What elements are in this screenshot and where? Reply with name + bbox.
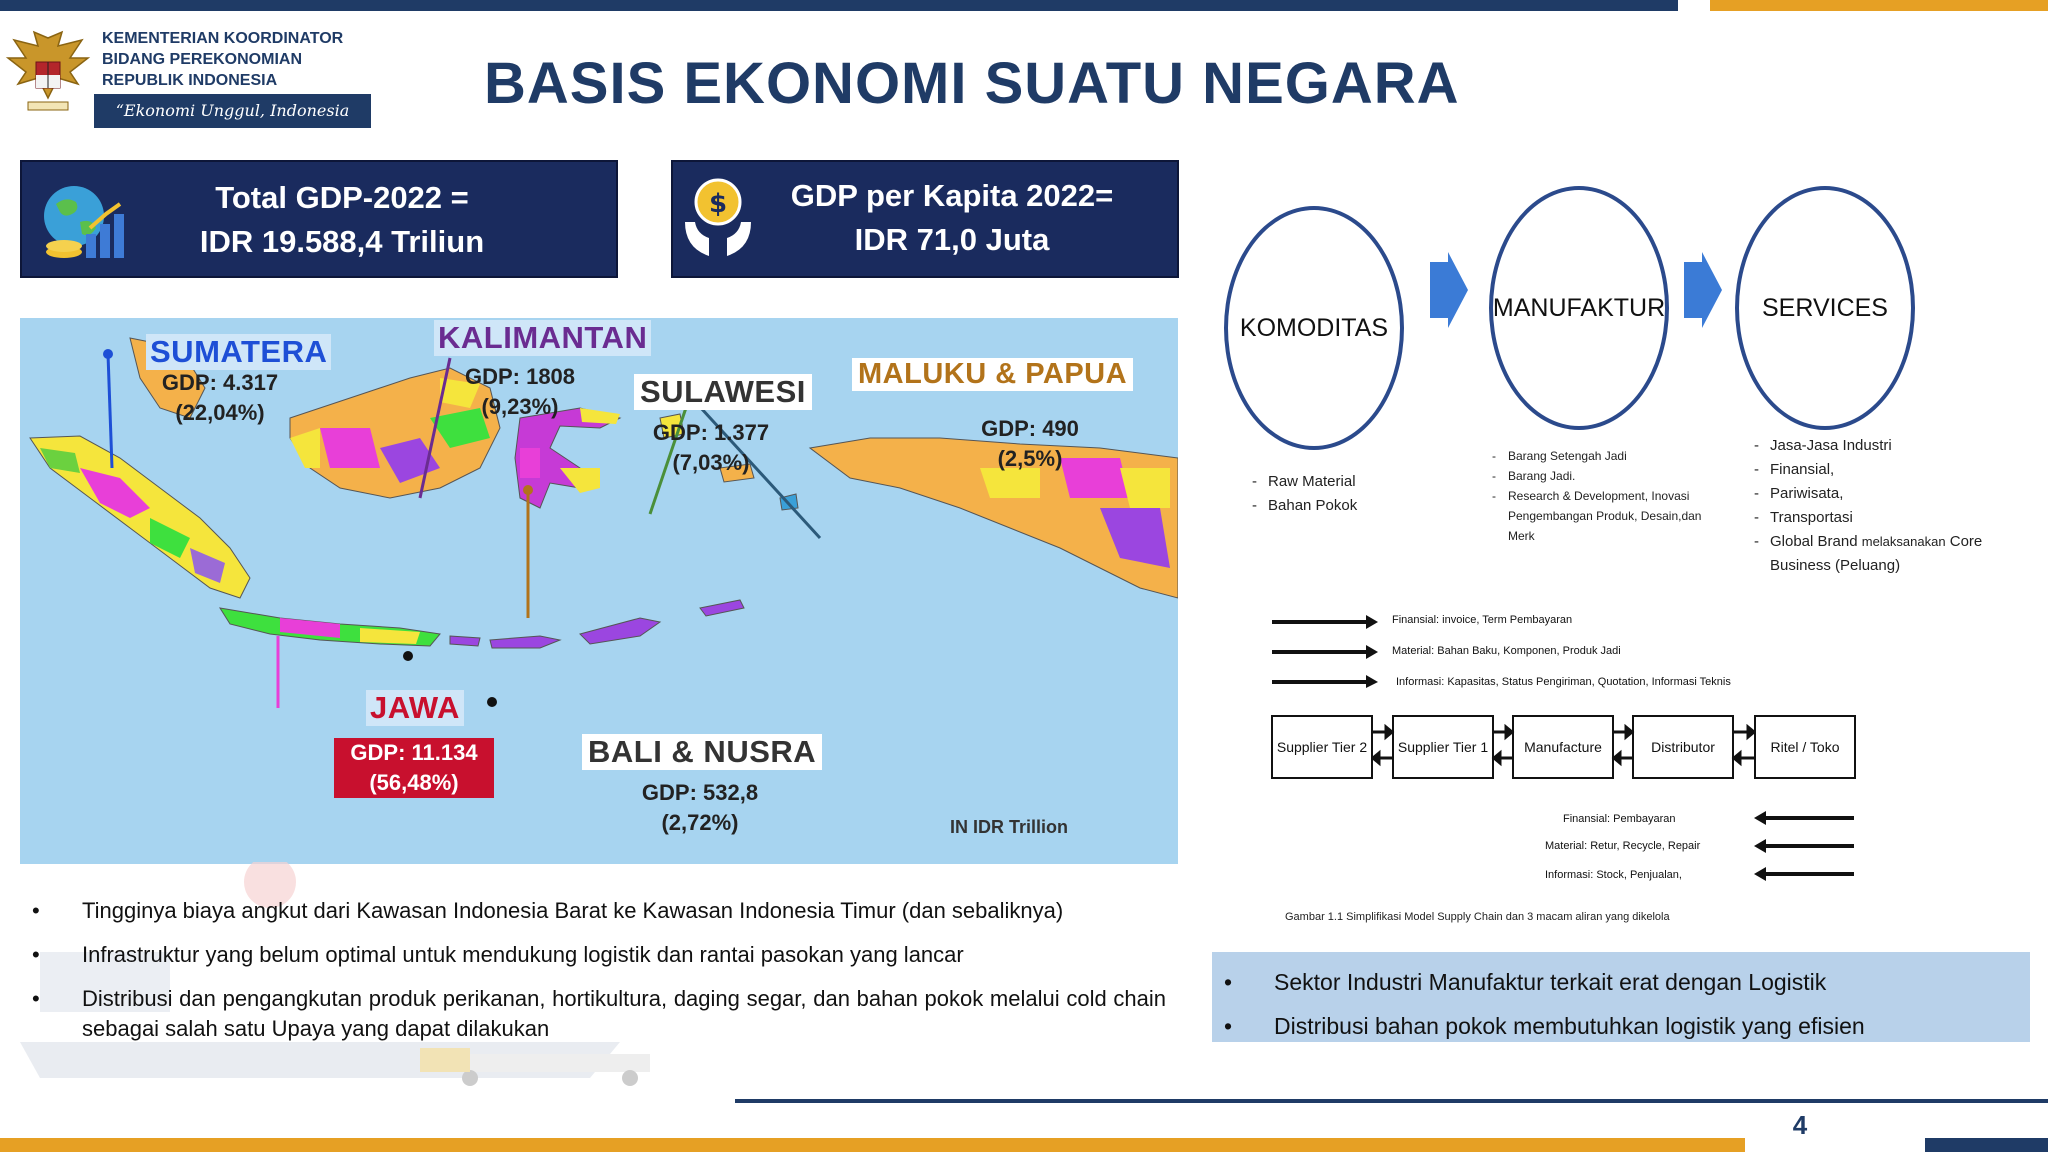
kpi-value: IDR 71,0 Juta [854, 222, 1050, 257]
bullet-item: • Infrastruktur yang belum optimal untuk mendukung logistik dan rantai pasokan yang lancar [32, 940, 1166, 970]
brand-suffix: Core Business (Peluang) [1770, 533, 1983, 574]
list-item: - Jasa-Jasa Industri [1754, 434, 1994, 458]
node-supplier-tier-1: Supplier Tier 1 [1392, 715, 1494, 779]
bullet-item: • Tingginya biaya angkut dari Kawasan Indonesia Barat ke Kawasan Indonesia Timur (dan sebaliknya) [32, 896, 1166, 926]
ministry-line: REPUBLIK INDONESIA [102, 72, 278, 89]
forward-flow-finansial: Finansial: invoice, Term Pembayaran [1392, 614, 1573, 626]
map-unit-label: IN IDR Trillion [949, 817, 1068, 837]
garuda-emblem-icon [4, 28, 92, 120]
svg-text:$: $ [708, 189, 728, 219]
region-gdp-kalimantan [450, 362, 590, 422]
forward-flow-material: Material: Bahan Baku, Komponen, Produk Jadi [1392, 645, 1621, 657]
stage-manufaktur: MANUFAKTUR [1489, 186, 1669, 430]
stage-services: SERVICES [1735, 186, 1915, 430]
globe-chart-icon [36, 178, 132, 264]
region-label-bali-nusra: BALI & NUSRA [582, 734, 822, 770]
node-manufacture: Manufacture [1512, 715, 1614, 779]
list-item: - Transportasi [1754, 506, 1994, 530]
gdp-value: GDP: 490 [981, 416, 1079, 441]
region-label-sulawesi: SULAWESI [634, 374, 812, 410]
logistics-callout [1212, 952, 2030, 1042]
list-item: - Research & Development, Inovasi Pengembangan Produk, Desain,dan Merk [1492, 486, 1722, 546]
backward-flow-finansial: Finansial: Pembayaran [1563, 813, 1676, 825]
list-item: - Barang Setengah Jadi [1492, 446, 1722, 466]
region-gdp-sulawesi [636, 418, 786, 478]
indonesia-gdp-map [20, 318, 1178, 864]
kpi-value: IDR 19.588,4 Triliun [199, 224, 485, 259]
gdp-value: GDP: 1.377 [652, 420, 770, 445]
region-label-maluku-papua: MALUKU & PAPUA [852, 358, 1133, 391]
kpi-label: GDP per Kapita 2022= [790, 178, 1114, 213]
motto-banner: “Ekonomi Unggul, Indonesia Maju” [94, 94, 371, 128]
top-bar-gold [1710, 0, 2048, 11]
bullet-item: • Distribusi dan pengangkutan produk perikanan, hortikultura, daging segar, dan bahan pokok melalui cold chain sebagai salah satu Upaya yang dapat dilakukan [32, 984, 1166, 1044]
gdp-share: (22,04%) [175, 400, 265, 425]
gdp-value: GDP: 532,8 [641, 780, 759, 805]
kpi-per-capita-text [737, 174, 1167, 262]
flow-arrow-icon [1684, 252, 1722, 328]
forward-flow-informasi: Informasi: Kapasitas, Status Pengiriman, Quotation, Informasi Teknis [1396, 676, 1731, 688]
region-label-jawa: JAWA [366, 690, 464, 726]
top-bar-navy [0, 0, 1678, 11]
region-gdp-sumatera [140, 368, 300, 428]
flow-arrow-icon [1430, 252, 1468, 328]
kpi-gdp-per-capita [671, 160, 1179, 278]
leader-line-sumatera [108, 354, 112, 468]
node-connector-arrows [1373, 724, 1755, 770]
bullet-item: • Sektor Industri Manufaktur terkait erat dengan Logistik [1224, 960, 2030, 1004]
ministry-name [102, 28, 343, 91]
list-item: - Barang Jadi. [1492, 466, 1722, 486]
forward-flow-arrows [1270, 612, 1380, 688]
list-item [1754, 530, 1994, 578]
bottom-bar-navy [1925, 1138, 2048, 1152]
list-item: - Raw Material [1252, 470, 1422, 494]
region-label-sumatera: SUMATERA [146, 334, 331, 370]
list-item: - Pariwisata, [1754, 482, 1994, 506]
backward-flow-informasi: Informasi: Stock, Penjualan, [1545, 869, 1682, 881]
komoditas-items [1252, 470, 1422, 518]
region-gdp-maluku-papua [960, 414, 1100, 474]
page-title: BASIS EKONOMI SUATU NEGARA [484, 51, 1460, 116]
brand-prefix: Global Brand [1770, 533, 1862, 550]
bali-nusra-islands [450, 636, 480, 646]
kpi-total-gdp [20, 160, 618, 278]
gdp-share: (56,48%) [369, 770, 459, 795]
node-supplier-tier-2: Supplier Tier 2 [1271, 715, 1373, 779]
gdp-share: (9,23%) [481, 394, 559, 419]
gdp-share: (2,72%) [661, 810, 739, 835]
region-gdp-bali-nusra [610, 778, 790, 838]
ministry-line: BIDANG PEREKONOMIAN [102, 51, 303, 68]
bottom-bar-gold [0, 1138, 1745, 1152]
gdp-share: (7,03%) [672, 450, 750, 475]
gdp-value: GDP: 1808 [464, 364, 576, 389]
services-items [1754, 434, 1994, 578]
region-gdp-jawa [334, 738, 494, 798]
stage-komoditas: KOMODITAS [1224, 206, 1404, 450]
list-item: - Bahan Pokok [1252, 494, 1422, 518]
node-distributor: Distributor [1632, 715, 1734, 779]
page-number: 4 [1792, 1110, 1808, 1140]
region-label-kalimantan: KALIMANTAN [434, 320, 651, 356]
backward-flow-arrows [1752, 810, 1856, 886]
gdp-value: GDP: 4.317 [161, 370, 279, 395]
backward-flow-material: Material: Retur, Recycle, Repair [1545, 840, 1701, 852]
node-ritel-toko: Ritel / Toko [1754, 715, 1856, 779]
bottom-divider-line [735, 1099, 2048, 1103]
ministry-line: KEMENTERIAN KOORDINATOR [102, 30, 344, 47]
diagram-caption: Gambar 1.1 Simplifikasi Model Supply Chain dan 3 macam aliran yang dikelola [1285, 911, 1670, 923]
gdp-share: (2,5%) [997, 446, 1063, 471]
gdp-value: GDP: 11.134 [350, 740, 478, 765]
kpi-label: Total GDP-2022 = [215, 180, 469, 215]
brand-small-text: melaksanakan [1861, 534, 1946, 549]
kpi-total-gdp-text [162, 176, 522, 264]
bullet-item: • Distribusi bahan pokok membutuhkan logistik yang efisien [1224, 1004, 2030, 1048]
list-item: - Finansial, [1754, 458, 1994, 482]
manufaktur-items [1492, 446, 1722, 546]
left-bullet-list [32, 896, 1166, 1058]
